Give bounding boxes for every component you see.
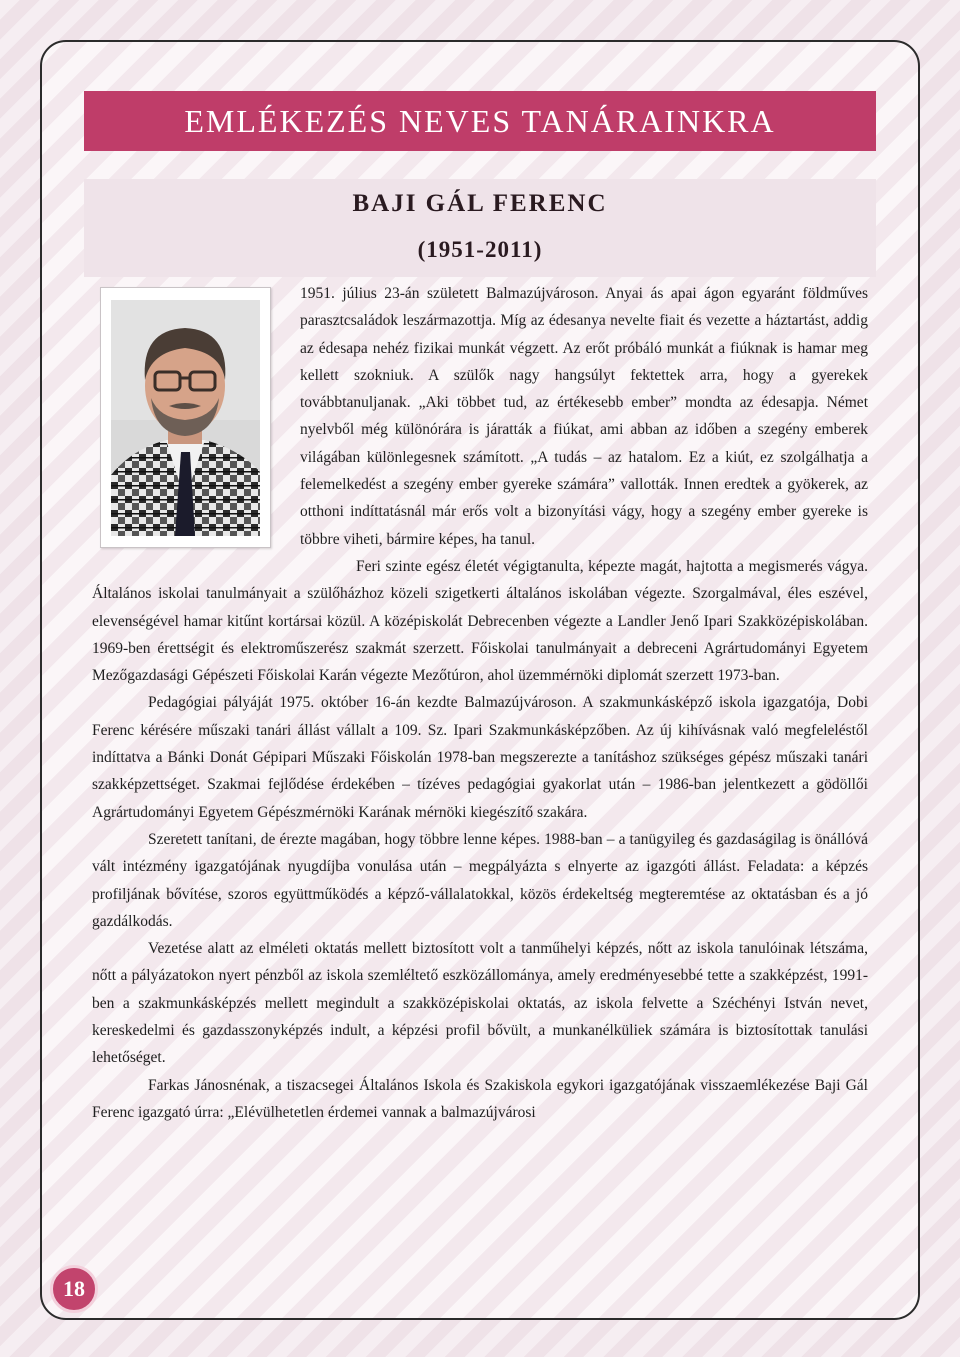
paragraph: Szeretett tanítani, de érezte magában, hogy többre lenne képes. 1988-ban – a tanügyileg és gazdaságilag is önállóvá vált intézmény igazgatójának nyugdíjba vonulása után – megpályázta s elnyerte az igazgóti állást. Feladata: a képzés profiljának bővítése, szoros együttműködés a képző-vállalatokkal, közös érdekeltség megteremtése az oktatásban és a jó gazdálkodás. (92, 830, 868, 930)
section-banner (84, 91, 876, 151)
page-number: 18 (63, 1276, 85, 1301)
article-body (92, 280, 868, 1126)
paragraph: Feri szinte egész életét végigtanulta, képezte magát, hajtotta a megismerés vágya. Általános iskolai tanulmányait a szülőházhoz közeli szigetkerti általános iskolában végezte. Szorgalmával, éles eszével, elevenségével hamar kitűnt kortársai közül. A középiskolát Debrecenben végezte a Landler Jenő Ipari Szakközépiskolában. 1969-ben érettségit és elektroműszerész szakmát szerzett. Főiskolai tanulmányait a debreceni Agrártudományi Egyetem Mezőgazdasági Gépészeti Főiskolai Karán végezte Mezőtúron, ahol üzemmérnöki diplomát szerzett 1973-ban. (92, 557, 868, 685)
paragraph: Vezetése alatt az elméleti oktatás mellett biztosított volt a tanműhelyi képzés, nőtt az iskola tanulóinak létszáma, nőtt a pályázatokon nyert pénzből az iskola szemléltető eszközállománya, amely eredményesebbé tette a szakképzést, 1991-ben a szakmunkásképzés mellett megindult a szakközépiskolai oktatás, az iskola felvette a Széchényi István nevet, kereskedelmi és gazdasszonyképzés indult, a képzési profil bővült, a munkanélküliek számára is biztosítottak tanulási lehetőséget. (92, 940, 868, 1067)
person-years: (1951-2011) (417, 237, 543, 262)
photo-spacer (92, 280, 300, 580)
paragraph: Pedagógiai pályáját 1975. október 16-án kezdte Balmazújvároson. A szakmunkásképző iskola igazgatója, Dobi Ferenc kérésére műszaki tanári állást vállalt a 109. Sz. Ipari Szakmunkásképzőben. Az új kihívásnak való megfeleléstől indíttatva a Bánki Donát Gépipari Műszaki Főiskolán 1978-ban megszerezte a tanításhoz szükséges gépész műszaki tanári szakképzettséget. Szakmai fejlődése érdekében – tízéves pedagógiai gyakorlat után – 1986-ban jelentkezett a gödöllői Agrártudományi Egyetem Gépészmérnöki Karának mérnöki kiegészítő szakára. (92, 694, 868, 821)
page-number-badge (50, 1265, 98, 1313)
section-title: EMLÉKEZÉS NEVES TANÁRAINKRA (184, 102, 776, 139)
paragraph: 1951. július 23-án született Balmazújvároson. Anyai ás apai ágon egyaránt földműves parasztcsaládok leszármazottja. Míg az édesanya nevelte fiait és vezette a háztartást, addig az édesapa nehéz fizikai munkát végzett. Az erőt próbáló munkát a fiúknak is hamar meg kellett szokniuk. A szülők nagy hangsúlyt fektettek arra, hogy a gyerekek továbbtanuljanak. „Aki többet tud, az értékesebb ember” mondta az édesapja. Német nyelvből még különórára is járatták a fiúkat, ami abban az időben a szegény emberek világában különlegesnek számított. „A tudás – az hatalom. Ez a kiút, ez szolgálhatja a felemelkedést a szegény ember gyereke számára” vallották. Innen eredtek a gyökerek, az otthoni indíttatásnál már erős volt a bizonyítási vágy, hogy a szegény ember gyereke is többre viheti, bármire képes, ha tanul. (300, 285, 868, 548)
person-name: BAJI GÁL FERENC (352, 190, 608, 217)
paragraph: Farkas Jánosnénak, a tiszacsegei Általános Iskola és Szakiskola egykori igazgatójának visszaemlékezése Baji Gál Ferenc igazgató úrra: „Elévülhetetlen érdemei vannak a balmazújvárosi (92, 1076, 868, 1121)
